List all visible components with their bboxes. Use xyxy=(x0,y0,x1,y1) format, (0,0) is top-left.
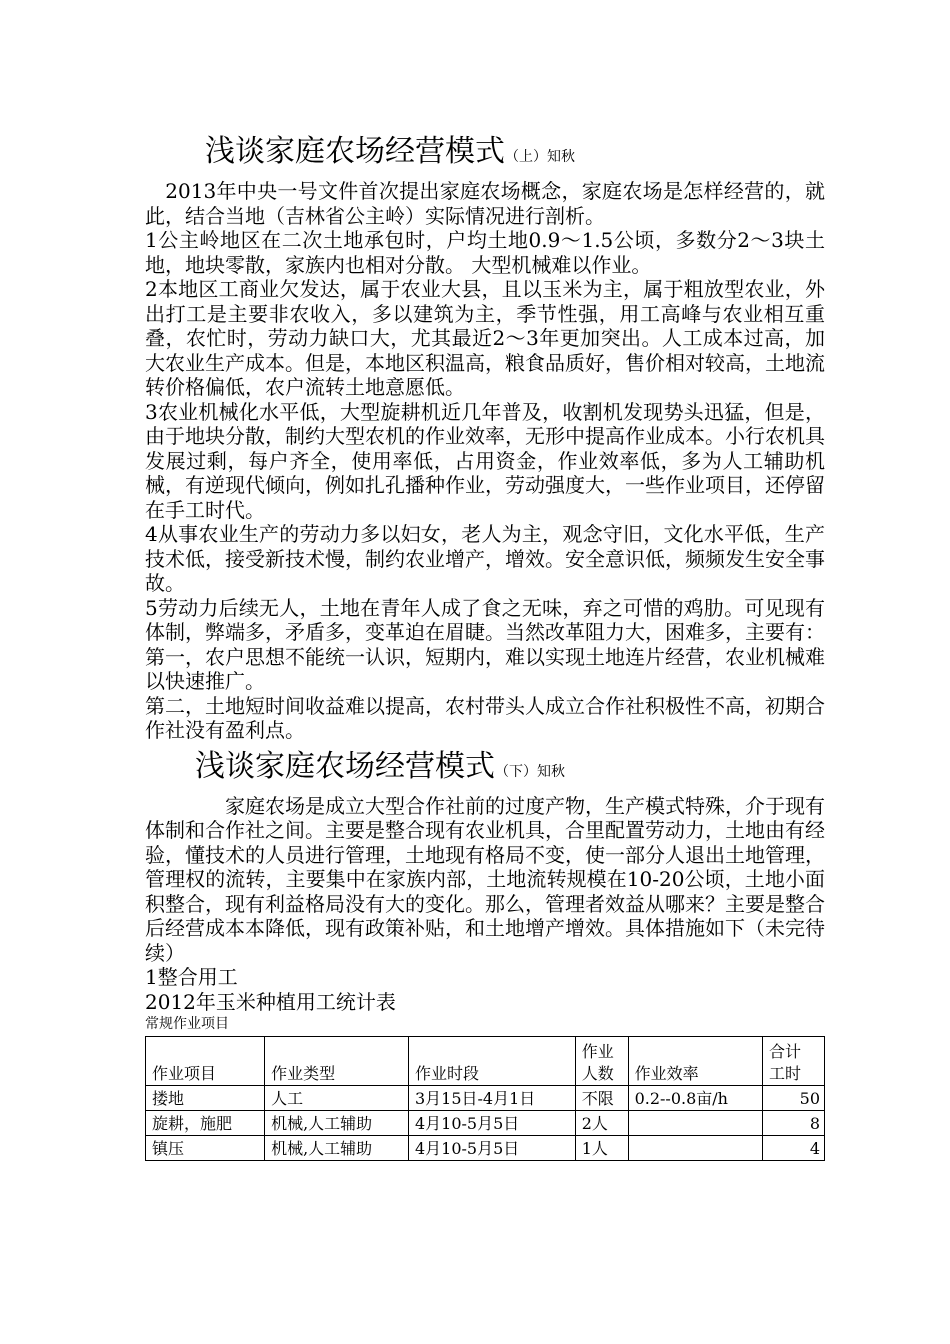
table-cell: 0.2--0.8亩/h xyxy=(628,1086,762,1111)
table-row xyxy=(146,1111,825,1136)
section-heading: 1整合用工 xyxy=(145,965,238,989)
article-title-part2 xyxy=(145,745,825,794)
paragraph: 2013年中央一号文件首次提出家庭农场概念，家庭农场是怎样经营的，就此，结合当地（吉林省公主岭）实际情况进行剖析。 xyxy=(145,179,825,228)
table-header-cell: 作业时段 xyxy=(408,1037,575,1086)
title-main: 浅谈家庭农场经营模式 xyxy=(195,748,495,784)
table-header-row xyxy=(146,1037,825,1086)
table-row xyxy=(146,1136,825,1161)
table-cell: 3月15日-4月1日 xyxy=(408,1086,575,1111)
paragraph: 3农业机械化水平低，大型旋耕机近几年普及，收割机发现势头迅猛，但是，由于地块分散，制约大型农机的作业效率，无形中提高作业成本。小行农机具发展过剩，每户齐全，使用率低，占用资金，作业效率低，多为人工辅助机械，有逆现代倾向，例如扎孔播种作业，劳动强度大，一些作业项目，还停留在手工时代。 xyxy=(145,399,825,522)
table-cell: 人工 xyxy=(265,1086,409,1111)
table-row xyxy=(146,1086,825,1111)
table-cell: 4月10-5月5日 xyxy=(408,1111,575,1136)
table-header-cell: 作业 人数 xyxy=(575,1037,628,1086)
paragraph: 家庭农场是成立大型合作社前的过度产物，生产模式特殊，介于现有体制和合作社之间。主要是整合现有农业机具，合里配置劳动力，土地由有经验，懂技术的人员进行管理，土地现有格局不变，使一部分人退出土地管理，管理权的流转，主要集中在家族内部，土地流转规模在10-20公顷，土地小面积整合，现有利益格局没有大的变化。那么，管理者效益从哪来？主要是整合后经营成本本降低，现有政策补贴，和土地增产增效。具体措施如下（未完待续） xyxy=(145,793,825,965)
table-cell: 50 xyxy=(763,1086,825,1111)
labor-statistics-table xyxy=(145,1036,825,1161)
table-cell: 8 xyxy=(763,1111,825,1136)
table-cell: 1人 xyxy=(575,1136,628,1161)
table-cell: 机械,人工辅助 xyxy=(265,1111,409,1136)
table-cell: 4 xyxy=(763,1136,825,1161)
table-cell: 机械,人工辅助 xyxy=(265,1136,409,1161)
table-cell: 镇压 xyxy=(146,1136,265,1161)
title-subtitle: （上）知秋 xyxy=(505,149,575,165)
title-main: 浅谈家庭农场经营模式 xyxy=(205,134,505,169)
article-title-part1 xyxy=(145,130,825,179)
paragraph: 2本地区工商业欠发达，属于农业大县，且以玉米为主，属于粗放型农业，外出打工是主要非农收入，多以建筑为主，季节性强，用工高峰与农业相互重叠，农忙时，劳动力缺口大，尤其最近2～3年更加突出。人工成本过高，加大农业生产成本。但是，本地区积温高，粮食品质好，售价相对较高，土地流转价格偏低，农户流转土地意愿低。 xyxy=(145,277,825,399)
paragraph: 5劳动力后续无人，土地在青年人成了食之无味，弃之可惜的鸡肋。可见现有体制，弊端多，矛盾多，变革迫在眉睫。当然改革阻力大，困难多，主要有： xyxy=(145,595,825,644)
paragraph: 第一，农户思想不能统一认识，短期内，难以实现土地连片经营，农业机械难以快速推广。 xyxy=(145,644,825,693)
table-cell: 4月10-5月5日 xyxy=(408,1136,575,1161)
paragraph: 1公主岭地区在二次土地承包时，户均土地0.9～1.5公顷，多数分2～3块土地，地块零散，家族内也相对分散。 大型机械难以作业。 xyxy=(145,228,825,277)
table-title: 2012年玉米种植用工统计表 xyxy=(145,989,396,1014)
table-cell xyxy=(628,1136,762,1161)
table-cell xyxy=(628,1111,762,1136)
table-cell: 不限 xyxy=(575,1086,628,1111)
document-content xyxy=(145,130,825,1161)
table-header-cell: 作业效率 xyxy=(628,1037,762,1086)
table-header-cell: 合计 工时 xyxy=(763,1037,825,1086)
paragraph: 第二，土地短时间收益难以提高，农村带头人成立合作社积极性不高，初期合作社没有盈利点。 xyxy=(145,693,825,742)
paragraph: 4从事农业生产的劳动力多以妇女，老人为主，观念守旧，文化水平低，生产技术低，接受新技术慢，制约农业增产，增效。安全意识低，频频发生安全事故。 xyxy=(145,522,825,595)
table-caption: 常规作业项目 xyxy=(145,1016,229,1032)
table-cell: 搂地 xyxy=(146,1086,265,1111)
table-cell: 旋耕，施肥 xyxy=(146,1111,265,1136)
table-cell: 2人 xyxy=(575,1111,628,1136)
table-header-cell: 作业项目 xyxy=(146,1037,265,1086)
table-header-cell: 作业类型 xyxy=(265,1037,409,1086)
title-subtitle: （下）知秋 xyxy=(495,763,565,780)
